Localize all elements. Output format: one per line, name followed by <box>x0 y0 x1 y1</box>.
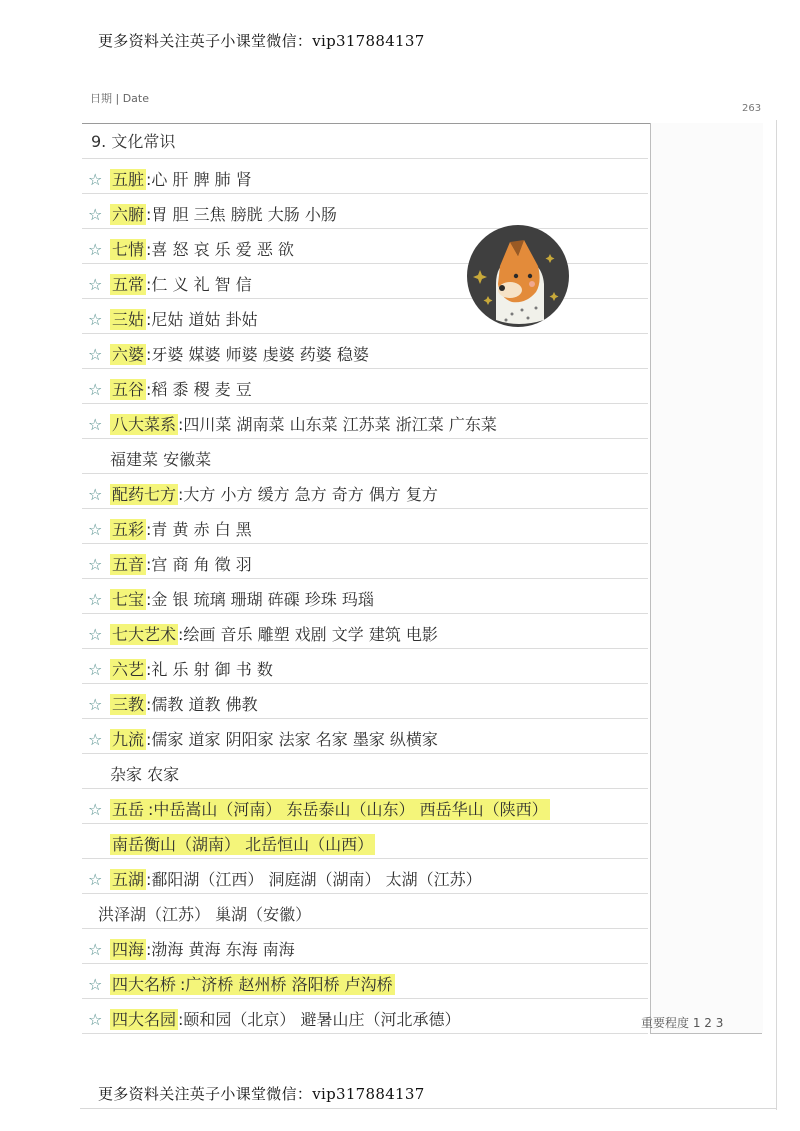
star-icon: ☆ <box>88 870 103 889</box>
entry-continuation <box>110 832 375 855</box>
star-icon: ☆ <box>88 730 103 749</box>
entry-items: :胃 胆 三焦 膀胱 大肠 小肠 <box>146 205 337 224</box>
star-icon: ☆ <box>88 660 103 679</box>
section-title: 9. 文化常识 <box>91 132 176 151</box>
entry-line <box>88 867 482 890</box>
entry-line <box>88 482 438 505</box>
entry-line <box>88 797 550 820</box>
entry-term: 五彩 <box>112 520 145 539</box>
entry-items: :宫 商 角 徵 羽 <box>146 555 252 574</box>
paper-edge <box>776 120 777 1110</box>
paper-edge-bottom <box>80 1108 777 1109</box>
entry-term: 四大名园 <box>112 1010 177 1029</box>
entry-line <box>88 517 252 540</box>
entry-continuation-text: 南岳衡山（湖南） 北岳恒山（山西） <box>112 835 374 854</box>
fox-avatar-icon <box>466 224 570 328</box>
star-icon: ☆ <box>88 310 103 329</box>
entry-line <box>88 937 295 960</box>
entry-items: :广济桥 赵州桥 洛阳桥 卢沟桥 <box>180 975 393 994</box>
entry-line <box>88 1007 461 1030</box>
star-icon: ☆ <box>88 275 103 294</box>
entry-line <box>88 622 438 645</box>
entry-line <box>88 412 497 435</box>
star-icon: ☆ <box>88 590 103 609</box>
entry-term: 五岳 <box>112 800 145 819</box>
star-icon: ☆ <box>88 800 103 819</box>
entry-term: 五湖 <box>112 870 145 889</box>
entry-items: :绘画 音乐 雕塑 戏剧 文学 建筑 电影 <box>178 625 438 644</box>
star-icon: ☆ <box>88 415 103 434</box>
entry-term: 三教 <box>112 695 145 714</box>
watermark-bottom: 更多资料关注英子小课堂微信：vip317884137 <box>98 1085 425 1103</box>
entry-line <box>88 342 369 365</box>
star-icon: ☆ <box>88 170 103 189</box>
entry-line <box>88 552 252 575</box>
entry-items: :青 黄 赤 白 黑 <box>146 520 252 539</box>
entry-line <box>88 377 252 400</box>
star-icon: ☆ <box>88 940 103 959</box>
star-icon: ☆ <box>88 555 103 574</box>
entry-items: :儒教 道教 佛教 <box>146 695 258 714</box>
star-icon: ☆ <box>88 625 103 644</box>
entry-term: 四海 <box>112 940 145 959</box>
entry-term: 六腑 <box>112 205 145 224</box>
entry-line <box>88 727 438 750</box>
star-icon: ☆ <box>88 240 103 259</box>
entry-term: 七情 <box>112 240 145 259</box>
entry-items: :牙婆 媒婆 师婆 虔婆 药婆 稳婆 <box>146 345 369 364</box>
entry-line <box>88 237 294 260</box>
importance-rating: 重要程度 1 2 3 <box>641 1016 724 1030</box>
entry-items: :金 银 琉璃 珊瑚 砗磲 珍珠 玛瑙 <box>146 590 374 609</box>
entry-continuation: 福建菜 安徽菜 <box>110 450 212 469</box>
entry-line <box>88 587 374 610</box>
entry-term: 三姑 <box>112 310 145 329</box>
entry-line <box>88 202 337 225</box>
star-icon: ☆ <box>88 345 103 364</box>
entry-term: 六艺 <box>112 660 145 679</box>
entry-items: :礼 乐 射 御 书 数 <box>146 660 273 679</box>
entry-line <box>88 167 252 190</box>
entry-term: 五常 <box>112 275 145 294</box>
side-margin-bottom-rule <box>650 1033 762 1034</box>
entry-items: :喜 怒 哀 乐 爱 恶 欲 <box>146 240 294 259</box>
entry-items: :渤海 黄海 东海 南海 <box>146 940 295 959</box>
entry-items: :大方 小方 缓方 急方 奇方 偶方 复方 <box>178 485 438 504</box>
entry-term: 八大菜系 <box>112 415 177 434</box>
entry-line <box>88 692 258 715</box>
entry-term: 七宝 <box>112 590 145 609</box>
entry-items: :仁 义 礼 智 信 <box>146 275 252 294</box>
entry-term: 六婆 <box>112 345 145 364</box>
entry-term: 五谷 <box>112 380 145 399</box>
entry-continuation: 杂家 农家 <box>110 765 180 784</box>
entry-line <box>88 272 252 295</box>
entry-term: 五音 <box>112 555 145 574</box>
star-icon: ☆ <box>88 380 103 399</box>
watermark-top: 更多资料关注英子小课堂微信：vip317884137 <box>98 32 425 50</box>
star-icon: ☆ <box>88 975 103 994</box>
star-icon: ☆ <box>88 1010 103 1029</box>
entry-term: 七大艺术 <box>112 625 177 644</box>
star-icon: ☆ <box>88 205 103 224</box>
star-icon: ☆ <box>88 695 103 714</box>
entry-term: 配药七方 <box>112 485 177 504</box>
entry-items: :儒家 道家 阴阳家 法家 名家 墨家 纵横家 <box>146 730 438 749</box>
entry-items: :颐和园（北京） 避暑山庄（河北承德） <box>178 1010 461 1029</box>
page-number: 263 <box>742 103 762 114</box>
entry-continuation: 洪泽湖（江苏） 巢湖（安徽） <box>98 905 312 924</box>
entry-items: :尼姑 道姑 卦姑 <box>146 310 258 329</box>
side-margin-column <box>650 123 763 1033</box>
entry-line <box>88 657 273 680</box>
entry-term: 九流 <box>112 730 145 749</box>
entry-line <box>88 307 258 330</box>
date-label: 日期 | Date <box>90 92 149 105</box>
entry-items: :心 肝 脾 肺 肾 <box>146 170 252 189</box>
entry-term: 五脏 <box>112 170 145 189</box>
entry-items: :稻 黍 稷 麦 豆 <box>146 380 252 399</box>
entry-items: :四川菜 湖南菜 山东菜 江苏菜 浙江菜 广东菜 <box>178 415 497 434</box>
star-icon: ☆ <box>88 520 103 539</box>
entry-items: :中岳嵩山（河南） 东岳泰山（山东） 西岳华山（陕西） <box>148 800 548 819</box>
entry-term: 四大名桥 <box>112 975 177 994</box>
entry-line <box>88 972 395 995</box>
star-icon: ☆ <box>88 485 103 504</box>
entry-items: :鄱阳湖（江西） 洞庭湖（湖南） 太湖（江苏） <box>146 870 482 889</box>
